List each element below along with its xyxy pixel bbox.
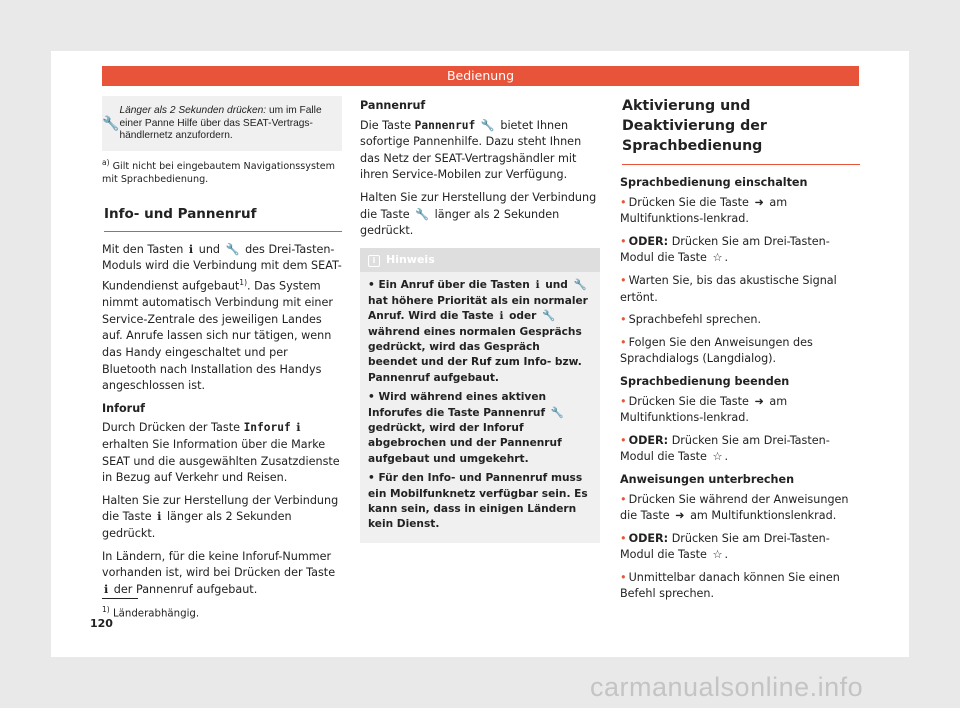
page-number: 120 [90,617,113,630]
footnote-divider [102,598,138,599]
wrench-icon: 🔧 [102,116,120,132]
column-2 [360,96,600,543]
info-icon: ℹ [157,510,162,524]
paragraph: Halten Sie zur Herstellung der Verbindung die Taste 🔧 länger als 2 Sekunden gedrückt. [360,190,597,238]
list-item: • ODER: Drücken Sie am Drei-Tasten-Modul die Taste ☆ . [620,433,860,466]
hinweis-box [360,248,600,543]
column-1 [102,96,342,604]
star-icon: ☆ [712,450,723,464]
voice-icon: ➜ [754,394,764,408]
subheading-unterbrechen: Anweisungen unterbrechen [620,472,795,486]
list-item: • Unmittelbar danach können Sie einen Befehl sprechen. [620,570,840,601]
list-item: • Für den Info- und Pannenruf muss ein Mobilfunknetz verfügbar sein. Es kann sein, dass in einigen Ländern kein Dienst. [368,472,588,531]
info-icon: ℹ [188,242,194,256]
list-item: • Warten Sie, bis das akustische Signal ertönt. [620,273,837,304]
list-item: • Ein Anruf über die Tasten ℹ und 🔧 hat höhere Priorität als ein normaler Anruf. Wird die Taste ℹ oder 🔧 während eines normalen Gesprächs gedrückt, wird das Gespräch beendet und der Ruf zum Info- bzw. Pannenruf aufgebaut. [368,279,588,384]
list-item: • Drücken Sie die Taste ➜ am Multifunktions-lenkrad. [620,195,788,226]
paragraph: Die Taste Pannenruf 🔧 bietet Ihnen sofortige Pannenhilfe. Dazu steht Ihnen das Netz der SEAT-Vertragshändler mit ihren Service-Mobilen zur Verfügung. [360,118,582,182]
callout-note: 🔧 Länger als 2 Sekunden drücken: um im Falle einer Panne Hilfe über das SEAT-Vertrags-händlernetz anzufordern. [102,96,342,151]
info-icon: ℹ [296,421,301,435]
footnote-a: $^{a)}$ Gilt nicht bei eingebautem Navigationssystem mit Sprachbedienung. [102,157,335,185]
watermark: carmanualsonline.info [590,672,864,702]
wrench-icon: 🔧 [225,242,240,256]
wrench-icon: 🔧 [480,118,495,132]
info-icon: ℹ [535,279,540,292]
voice-icon: ➜ [675,509,685,523]
subheading-inforuf: Inforuf [102,401,146,415]
paragraph: Mit den Tasten ℹ und 🔧 des Drei-Tasten-Moduls wird die Verbindung mit dem SEAT-Kundendienst aufgebaut$^{1)}$. Das System nimmt automatisch Verbindung mit einer Service-Zentrale des jeweiligen Landes auf. Anrufe lassen sich nur tätigen, wenn das Handy eingeschaltet und per Bluetooth nach Installation des Handys angeschlossen ist. [102,242,342,393]
list-item: • Wird während eines aktiven Inforufes die Taste Pannenruf 🔧 gedrückt, wird der Inforuf abgebrochen und der Pannenruf aufgebaut und umgekehrt. [368,391,564,465]
section-title-info-pannenruf: Info- und Pannenruf [104,206,342,232]
voice-icon: ➜ [754,195,764,209]
hinweis-title: Hinweis [386,252,435,266]
star-icon: ☆ [712,251,723,265]
column-3 [620,96,860,609]
wrench-icon: 🔧 [573,279,587,292]
footnote: $^{1)}$ Länderabhängig. [102,605,200,620]
subheading-pannenruf: Pannenruf [360,99,426,112]
subheading-einschalten: Sprachbedienung einschalten [620,176,808,189]
star-icon: ☆ [712,548,723,562]
paragraph: Halten Sie zur Herstellung der Verbindung die Taste ℹ länger als 2 Sekunden gedrückt. [102,493,339,540]
page-header: Bedienung [102,66,859,86]
wrench-icon: 🔧 [415,207,430,221]
list-item: • Drücken Sie während der Anweisungen die Taste ➜ am Multifunktionslenkrad. [620,492,860,525]
subheading-beenden: Sprachbedienung beenden [620,374,790,388]
paragraph: Durch Drücken der Taste Inforuf ℹ erhalten Sie Information über die Marke SEAT und die ausgewählten Zusatzdienste in Bezug auf Verkehr und Reisen. [102,421,340,485]
list-item: • Sprachbefehl sprechen. [620,313,762,327]
info-icon: ℹ [104,582,109,596]
list-item: • ODER: Drücken Sie am Drei-Tasten-Modul die Taste ☆ . [620,531,860,564]
section-title-sprachbedienung: Aktivierung und Deaktivierung der Sprachbedienung [622,96,860,165]
wrench-icon: 🔧 [550,406,564,419]
info-icon: ℹ [499,310,504,323]
paragraph: In Ländern, für die keine Inforuf-Nummer vorhanden ist, wird bei Drücken der Taste ℹ der Pannenruf aufgebaut. [102,549,342,599]
list-item: • Drücken Sie die Taste ➜ am Multifunktions-lenkrad. [620,394,788,425]
wrench-icon: 🔧 [542,310,556,323]
note-icon: i [368,255,380,267]
list-item: • ODER: Drücken Sie am Drei-Tasten-Modul die Taste ☆ . [620,234,860,267]
list-item: • Folgen Sie den Anweisungen des Sprachdialogs (Langdialog). [620,335,813,366]
